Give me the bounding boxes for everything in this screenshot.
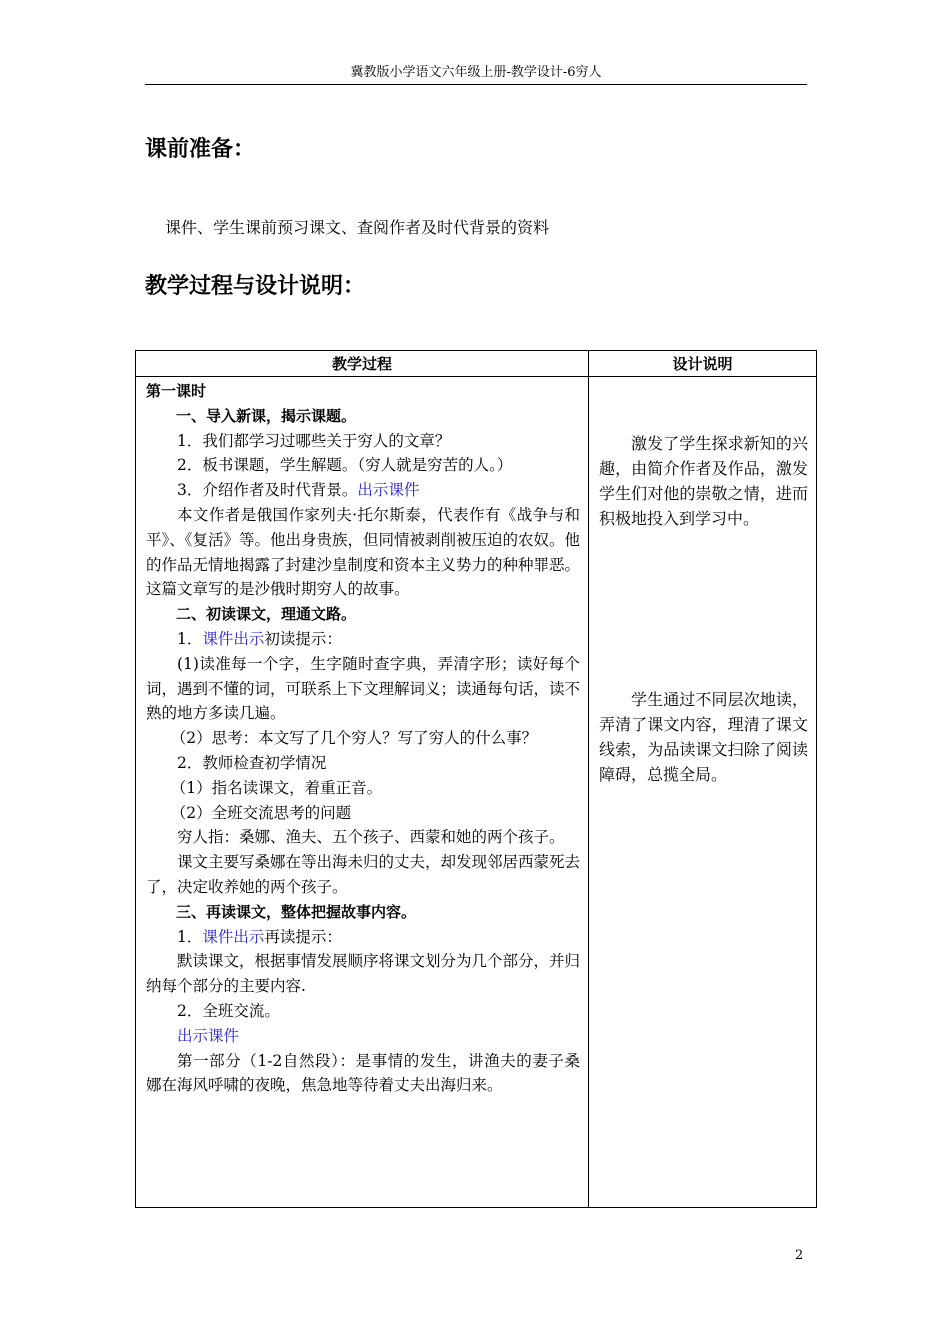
courseware-link[interactable]: 课件出示 xyxy=(202,927,265,946)
lesson-table xyxy=(135,350,817,1208)
courseware-link[interactable]: 课件出示 xyxy=(202,629,265,648)
s2-line-3: （2）思考：本文写了几个穷人？写了穷人的什么事？ xyxy=(170,729,538,748)
design-note-2: 学生通过不同层次地读，弄清了课文内容，理清了课文线索，为品读课文扫除了阅读障碍，总揽全局。 xyxy=(599,690,808,784)
s1-line-2: 2．板书课题，学生解题。（穷人就是穷苦的人。） xyxy=(177,456,513,475)
s3-line-1-post: 再读提示： xyxy=(264,927,342,946)
section-3-title: 三、再读课文，整体把握故事内容。 xyxy=(176,902,417,921)
prep-heading: 课前准备： xyxy=(145,137,256,162)
s2-line-1-pre: 1． xyxy=(177,629,203,648)
s3-line-3: 2．全班交流。 xyxy=(177,1001,280,1020)
s2-line-4: 2．教师检查初学情况 xyxy=(177,753,327,772)
s3-line-1 xyxy=(146,925,580,950)
s1-line-1: 1．我们都学习过哪些关于穷人的文章？ xyxy=(177,431,451,450)
s2-line-2: (1)读准每一个字，生字随时查字典，弄清字形；读好每个词，遇到不懂的词，可联系上下文理解词义；读通每句话，读不熟的地方多读几遍。 xyxy=(146,654,581,723)
s1-line-3-text: 3．介绍作者及时代背景。 xyxy=(177,481,358,500)
page-header: 冀教版小学语文六年级上册-教学设计-6穷人 xyxy=(145,64,807,85)
table-row xyxy=(136,377,817,1208)
s2-line-5: （1）指名读课文，着重正音。 xyxy=(170,778,383,797)
design-note-1: 激发了学生探求新知的兴趣，由简介作者及作品，激发学生们对他的崇敬之情，进而积极地投入到学习中。 xyxy=(599,434,808,528)
design-cell xyxy=(589,377,817,1208)
table-header-row xyxy=(136,351,817,377)
s2-line-1 xyxy=(146,627,580,652)
s1-author-paragraph: 本文作者是俄国作家列夫·托尔斯泰，代表作有《战争与和平》、《复活》等。他出身贵族，但同情被剥削被压迫的农奴。他的作品无情地揭露了封建沙皇制度和资本主义势力的种种罪恶。这篇文章写的是沙俄时期穷人的故事。 xyxy=(146,505,581,599)
header-design: 设计说明 xyxy=(589,351,817,377)
s2-line-6: （2）全班交流思考的问题 xyxy=(170,803,352,822)
page-number: 2 xyxy=(795,1248,804,1263)
process-heading: 教学过程与设计说明： xyxy=(145,274,366,299)
show-courseware-link[interactable]: 出示课件 xyxy=(177,1026,240,1045)
s3-line-5: 第一部分（1-2自然段）：是事情的发生，讲渔夫的妻子桑娜在海风呼啸的夜晚，焦急地等待着丈夫出海归来。 xyxy=(146,1051,580,1095)
s3-line-1-pre: 1． xyxy=(177,927,203,946)
header-process: 教学过程 xyxy=(136,351,589,377)
s2-line-7: 穷人指：桑娜、渔夫、五个孩子、西蒙和她的两个孩子。 xyxy=(177,828,565,847)
s2-line-8: 课文主要写桑娜在等出海未归的丈夫，却发现邻居西蒙死去了，决定收养她的两个孩子。 xyxy=(146,853,581,896)
s2-line-1-post: 初读提示： xyxy=(264,629,342,648)
section-2-title: 二、初读课文，理通文路。 xyxy=(176,605,357,624)
section-1-title: 一、导入新课，揭示课题。 xyxy=(176,406,357,425)
s1-line-3 xyxy=(146,478,580,503)
s3-line-2: 默读课文，根据事情发展顺序将课文划分为几个部分，并归纳每个部分的主要内容. xyxy=(146,952,581,996)
prep-text: 课件、学生课前预习课文、查阅作者及时代背景的资料 xyxy=(165,218,550,237)
lesson-label: 第一课时 xyxy=(146,382,207,400)
process-cell xyxy=(136,377,589,1208)
show-courseware-link[interactable]: 出示课件 xyxy=(357,481,420,500)
